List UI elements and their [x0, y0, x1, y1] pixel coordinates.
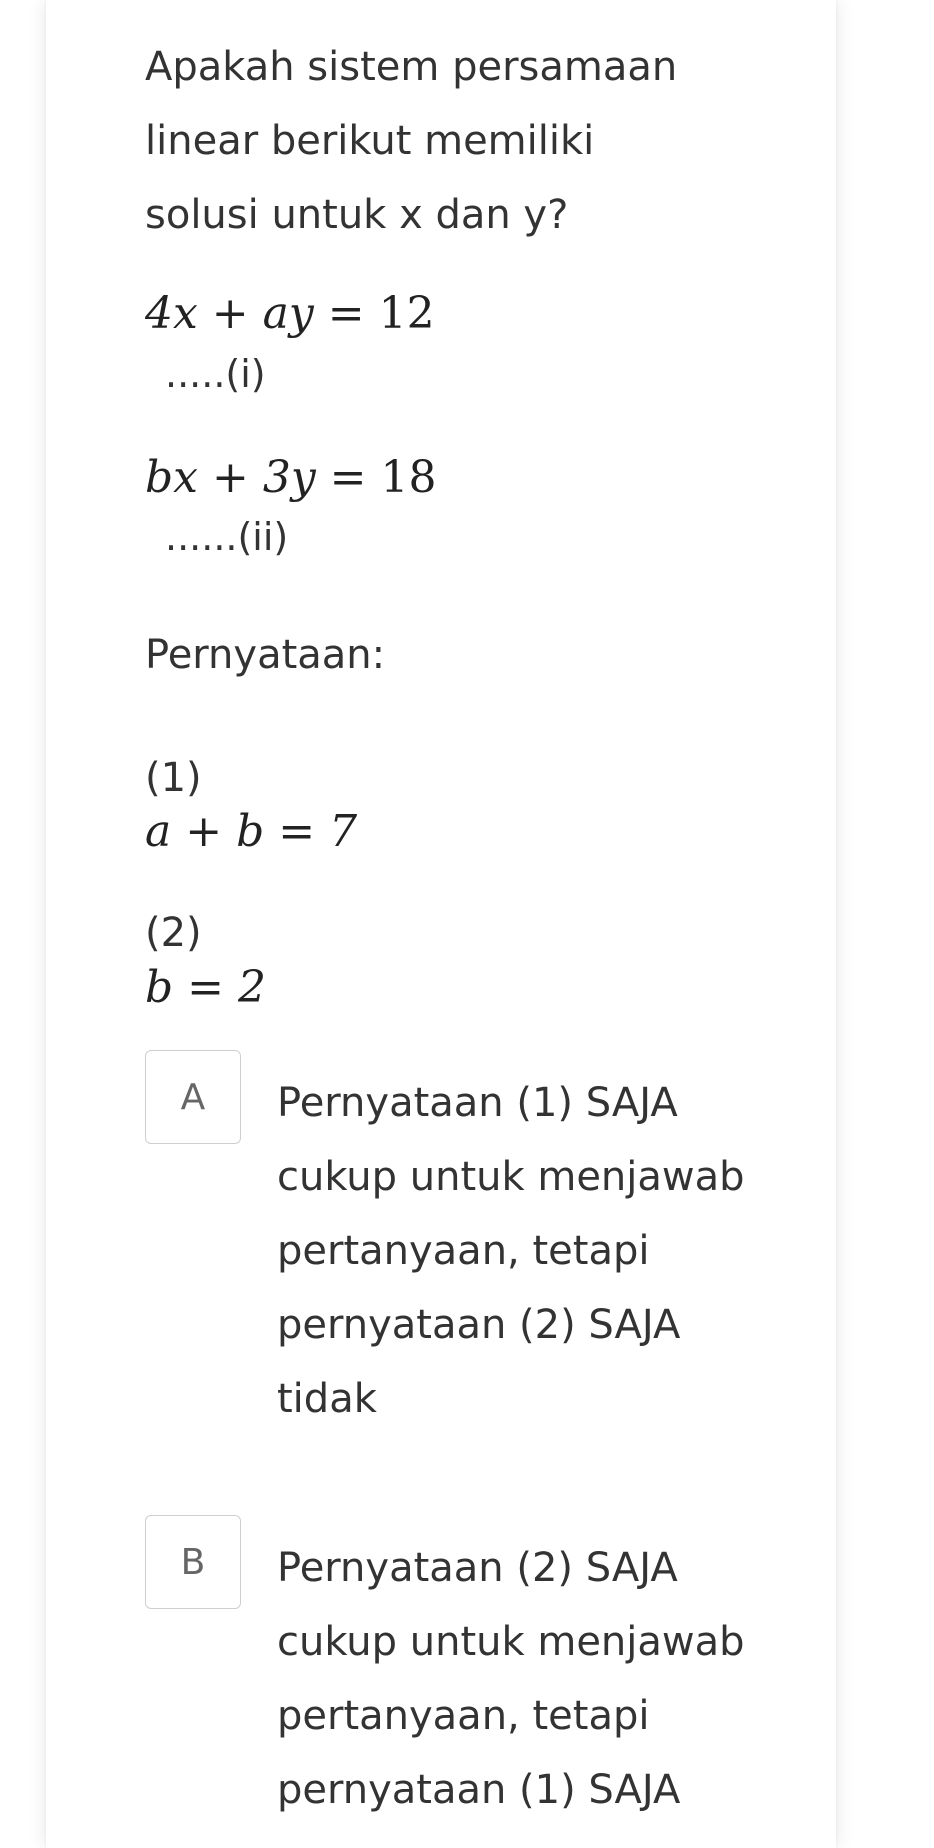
statement-2-expr: b = 2 [145, 962, 266, 1013]
option-b-button[interactable]: B [145, 1515, 241, 1609]
option-a-button[interactable]: A [145, 1050, 241, 1144]
equation-2-marker: ......(ii) [165, 515, 289, 559]
equation-1-marker: .....(i) [165, 352, 266, 396]
option-a-text[interactable]: Pernyataan (1) SAJA cukup untuk menjawab pertanyaan, tetapi pernyataan (2) SAJA tidak [277, 1080, 745, 1422]
equation-2-right: = 18 [329, 452, 437, 503]
equation-1-right: = 12 [327, 288, 435, 339]
equation-2-left: bx + 3y [145, 452, 316, 503]
statement-1-label: (1) [145, 755, 202, 801]
statement-1-expr: a + b = 7 [145, 806, 358, 857]
statements-heading: Pernyataan: [145, 632, 386, 678]
question-text: Apakah sistem persamaan linear berikut memiliki solusi untuk x dan y? [145, 44, 678, 238]
statement-2-label: (2) [145, 910, 202, 956]
equation-1-left: 4x + ay [145, 288, 314, 339]
equation-2 [145, 452, 437, 503]
option-b-text[interactable]: Pernyataan (2) SAJA cukup untuk menjawab pertanyaan, tetapi pernyataan (1) SAJA [277, 1545, 745, 1813]
equation-1 [145, 288, 435, 339]
